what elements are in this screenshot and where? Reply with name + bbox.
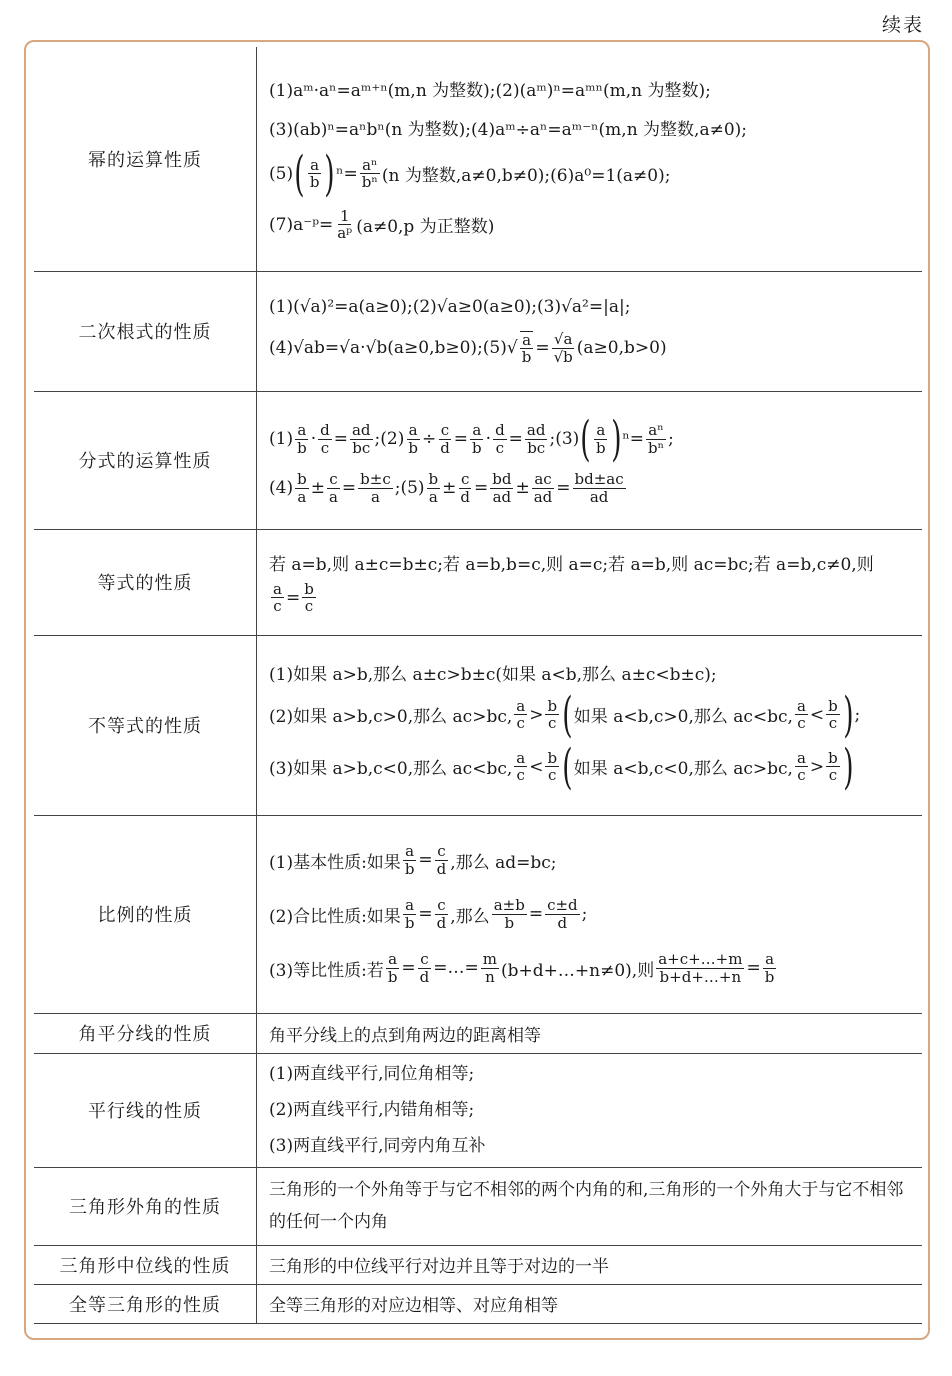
table-row	[34, 635, 922, 815]
numerator: b	[297, 470, 307, 488]
operator: ±	[442, 478, 457, 498]
denominator: c	[320, 438, 330, 457]
denominator: b	[387, 967, 398, 986]
formula-line: (1)(√a)²=a(a≥0);(2)√a≥0(a≥0);(3)√a²=|a|;	[269, 296, 631, 317]
operator: ·	[310, 429, 317, 449]
numerator: b	[428, 470, 439, 488]
row-content	[257, 47, 923, 271]
fraction	[295, 471, 309, 505]
numerator: b	[828, 696, 838, 715]
formula-text: (n 为整数,a≠0,b≠0);(6)a⁰=1(a≠0);	[381, 166, 671, 187]
numerator: d	[320, 421, 330, 439]
denominator: a	[370, 487, 380, 506]
formula-text: (2)如果 a>b,c>0,那么 ac>bc,	[269, 707, 513, 727]
fraction	[438, 422, 452, 456]
fraction	[514, 698, 527, 732]
fraction	[350, 422, 373, 456]
fraction	[302, 581, 316, 615]
denominator: c	[304, 597, 314, 615]
operator: =	[401, 958, 416, 978]
denominator: n	[485, 967, 495, 986]
formula-text: (2)合比性质:如果	[269, 906, 401, 927]
denominator: c	[495, 438, 505, 457]
fraction	[327, 471, 340, 505]
formula-text: ;(5)	[394, 478, 425, 498]
fraction	[795, 750, 808, 784]
row-name: 幂的运算性质	[34, 47, 257, 271]
numerator: ac	[534, 470, 552, 488]
denominator: c	[797, 766, 806, 784]
denominator: b	[297, 438, 307, 457]
numerator: b	[304, 579, 314, 598]
numerator: a	[297, 421, 307, 439]
numerator: a	[596, 421, 606, 439]
fraction	[646, 422, 666, 456]
table-row	[34, 1167, 922, 1245]
formula-text: (a≠0,p 为正整数)	[356, 217, 495, 238]
radical-sign: √	[506, 338, 518, 358]
denominator: √b	[553, 347, 573, 366]
operator: =	[453, 429, 469, 449]
denominator: b+d+…+n	[659, 967, 742, 986]
denominator: bc	[527, 438, 546, 457]
table-row	[34, 391, 922, 529]
numerator: a	[796, 696, 806, 715]
fraction	[481, 951, 499, 985]
fraction	[795, 698, 808, 732]
fraction	[435, 843, 449, 877]
formula-text: (1)	[269, 429, 294, 449]
denominator: c	[516, 766, 525, 784]
formula-text: ,那么	[450, 906, 490, 927]
denominator: d	[557, 913, 568, 932]
fraction	[826, 750, 840, 784]
numerator: b	[828, 748, 838, 767]
numerator: b	[547, 696, 558, 715]
fraction	[406, 422, 420, 456]
formula-text: ;	[668, 429, 674, 449]
operator: =	[746, 958, 761, 978]
formula-text: ,那么 ad=bc;	[450, 852, 557, 873]
formula-text: ;(2)	[374, 429, 405, 449]
operator: >	[529, 704, 544, 725]
operator: >	[809, 756, 825, 777]
formula-text: ⁿ=	[336, 163, 358, 184]
fraction	[545, 698, 559, 732]
numerator: bd	[492, 470, 512, 488]
denominator: a	[428, 487, 438, 506]
denominator: d	[436, 859, 447, 878]
numerator: c	[329, 470, 338, 488]
row-name: 全等三角形的性质	[34, 1284, 257, 1323]
fraction	[826, 698, 840, 732]
formula-line: (3)(ab)ⁿ=aⁿbⁿ(n 为整数);(4)aᵐ÷aⁿ=aᵐ⁻ⁿ(m,n 为整数,a≠0);	[269, 119, 748, 140]
fraction	[520, 331, 534, 366]
fraction	[545, 750, 559, 784]
properties-table	[34, 47, 922, 1324]
operator: =	[333, 429, 348, 449]
numerator: c	[440, 421, 450, 439]
fraction	[427, 471, 441, 505]
fraction	[656, 951, 744, 985]
fraction	[458, 471, 472, 505]
list-item: (2)两直线平行,内错角相等;	[269, 1099, 475, 1120]
formula-line: 若 a=b,则 a±c=b±c;若 a=b,b=c,则 a=c;若 a=b,则 ac=bc;若 a=b,c≠0,则	[269, 554, 874, 575]
row-content: 角平分线上的点到角两边的距离相等	[257, 1013, 923, 1053]
denominator: aᵖ	[337, 224, 353, 243]
numerator: √a	[553, 330, 573, 348]
fraction	[514, 750, 527, 784]
right-paren: )	[324, 145, 335, 202]
fraction	[308, 157, 322, 191]
operator: =	[418, 904, 433, 924]
denominator: c	[797, 714, 806, 732]
formula-text: ;	[581, 904, 588, 924]
row-name: 角平分线的性质	[34, 1013, 257, 1053]
row-content: 三角形的一个外角等于与它不相邻的两个内角的和,三角形的一个外角大于与它不相邻的任何一个内角	[257, 1167, 923, 1245]
row-content	[257, 391, 923, 529]
table-row	[34, 47, 922, 271]
right-paren: )	[610, 411, 622, 467]
formula-text: 如果 a<b,c>0,那么 ac<bc,	[573, 707, 793, 727]
numerator: bd±ac	[574, 470, 624, 488]
denominator: b	[309, 173, 320, 192]
fraction	[386, 951, 400, 985]
denominator: a	[328, 487, 338, 506]
denominator: c	[548, 766, 557, 784]
row-content	[257, 529, 923, 635]
numerator: a	[765, 950, 775, 968]
formula-text: (b+d+…+n≠0),则	[501, 960, 655, 981]
operator: ·	[485, 429, 492, 449]
numerator: a	[796, 748, 806, 767]
denominator: c	[828, 766, 838, 784]
denominator: a	[297, 487, 307, 506]
numerator: ad	[526, 421, 546, 439]
row-content	[257, 635, 923, 815]
formula-text: (4)	[269, 478, 294, 498]
fraction	[545, 897, 580, 931]
row-name: 二次根式的性质	[34, 271, 257, 391]
formula-text: (a≥0,b>0)	[576, 338, 667, 358]
fraction	[435, 897, 449, 931]
formula-text: =…=	[433, 958, 479, 978]
row-content	[257, 271, 923, 391]
operator: =	[474, 478, 489, 498]
denominator: ad	[533, 487, 553, 506]
operator: =	[418, 850, 433, 870]
table-row	[34, 1053, 922, 1167]
numerator: a	[472, 421, 482, 439]
list-item: (3)两直线平行,同旁内角互补	[269, 1136, 486, 1157]
table-row	[34, 1013, 922, 1053]
row-content	[257, 815, 923, 1013]
operator: <	[809, 704, 825, 725]
numerator: c	[437, 842, 446, 860]
fraction	[490, 471, 513, 505]
formula-line: (1)aᵐ·aⁿ=aᵐ⁺ⁿ(m,n 为整数);(2)(aᵐ)ⁿ=aᵐⁿ(m,n 为整数);	[269, 80, 711, 101]
operator: =	[508, 429, 523, 449]
denominator: bⁿ	[361, 173, 378, 192]
formula-text: ⁿ=	[622, 429, 644, 449]
numerator: a	[516, 696, 526, 715]
numerator: a	[516, 748, 526, 767]
numerator: a	[405, 896, 415, 914]
numerator: a	[522, 330, 532, 349]
numerator: aⁿ	[362, 155, 378, 174]
denominator: b	[404, 913, 415, 932]
operator: <	[529, 756, 544, 777]
row-content: 全等三角形的对应边相等、对应角相等	[257, 1284, 923, 1323]
left-paren: (	[562, 738, 573, 795]
formula-text: =	[535, 338, 550, 358]
fraction	[403, 897, 417, 931]
fraction	[295, 422, 309, 456]
row-content: 三角形的中位线平行对边并且等于对边的一半	[257, 1245, 923, 1284]
denominator: d	[436, 913, 447, 932]
row-name: 分式的运算性质	[34, 391, 257, 529]
fraction	[573, 471, 626, 505]
fraction	[318, 422, 332, 456]
row-name: 三角形中位线的性质	[34, 1245, 257, 1284]
table-row	[34, 1284, 922, 1323]
list-item: (1)两直线平行,同位角相等;	[269, 1063, 475, 1084]
formula-text: (4)√ab=√a·√b(a≥0,b≥0);(5)	[269, 338, 507, 358]
operator: ±	[310, 478, 325, 498]
denominator: b	[764, 967, 775, 986]
numerator: c±d	[547, 896, 578, 914]
denominator: ad	[492, 487, 512, 506]
denominator: b	[521, 348, 532, 366]
numerator: a	[273, 579, 282, 598]
fraction	[271, 581, 284, 615]
formula-text: (1)基本性质:如果	[269, 852, 401, 873]
operator: =	[285, 587, 301, 608]
fraction	[525, 422, 548, 456]
numerator: a	[405, 842, 415, 860]
fraction	[492, 897, 527, 931]
formula-text: (7)a⁻ᵖ=	[269, 214, 334, 235]
denominator: c	[548, 714, 557, 732]
denominator: d	[419, 967, 430, 986]
right-paren: )	[842, 686, 854, 743]
denominator: bc	[352, 438, 371, 457]
numerator: aⁿ	[648, 421, 664, 439]
row-name: 比例的性质	[34, 815, 257, 1013]
denominator: c	[828, 714, 838, 732]
left-paren: (	[562, 686, 573, 743]
continued-label: 续表	[881, 14, 924, 36]
fraction	[532, 471, 555, 505]
formula-text: (5)	[269, 163, 294, 184]
fraction	[403, 843, 417, 877]
denominator: ad	[589, 487, 609, 506]
numerator: m	[482, 950, 498, 968]
denominator: b	[408, 438, 418, 457]
formula-text: ;(3)	[549, 429, 580, 449]
formula-text: (3)等比性质:若	[269, 960, 384, 981]
formula-text: ;	[854, 704, 861, 725]
fraction	[763, 951, 777, 985]
numerator: d	[495, 421, 505, 439]
fraction	[470, 422, 484, 456]
fraction	[552, 331, 575, 365]
numerator: a	[408, 421, 418, 439]
left-paren: (	[580, 411, 591, 467]
denominator: bⁿ	[647, 438, 665, 457]
row-name: 三角形外角的性质	[34, 1167, 257, 1245]
denominator: b	[596, 438, 606, 457]
formula-text: 如果 a<b,c<0,那么 ac>bc,	[573, 759, 793, 779]
left-paren: (	[294, 145, 305, 202]
fraction	[360, 157, 380, 191]
fraction	[418, 951, 432, 985]
denominator: c	[516, 714, 525, 732]
table-row	[34, 1245, 922, 1284]
denominator: d	[440, 438, 450, 457]
denominator: c	[273, 597, 282, 615]
numerator: ad	[351, 421, 371, 439]
denominator: d	[460, 487, 471, 506]
fraction	[594, 422, 608, 456]
operator: =	[341, 478, 357, 498]
numerator: c	[437, 896, 446, 914]
denominator: b	[472, 438, 482, 457]
row-name: 等式的性质	[34, 529, 257, 635]
operator: =	[528, 904, 544, 924]
fraction	[493, 422, 507, 456]
row-name: 平行线的性质	[34, 1053, 257, 1167]
denominator: b	[504, 913, 515, 932]
numerator: b±c	[360, 470, 391, 488]
numerator: a+c+…+m	[658, 950, 743, 968]
operator: =	[556, 478, 571, 498]
fraction	[358, 471, 393, 505]
formula-text: (3)如果 a>b,c<0,那么 ac<bc,	[269, 759, 513, 779]
operator: ÷	[421, 429, 437, 449]
numerator: b	[547, 748, 558, 767]
row-content	[257, 1053, 923, 1167]
formula-line: (1)如果 a>b,那么 a±c>b±c(如果 a<b,那么 a±c<b±c);	[269, 664, 717, 685]
table-row	[34, 815, 922, 1013]
row-name: 不等式的性质	[34, 635, 257, 815]
operator: ±	[515, 478, 530, 498]
right-paren: )	[842, 738, 854, 795]
numerator: a	[388, 950, 398, 968]
numerator: c	[461, 470, 470, 488]
numerator: a±b	[493, 896, 525, 914]
denominator: b	[404, 859, 415, 878]
table-row	[34, 529, 922, 635]
table-row	[34, 271, 922, 391]
fraction	[335, 208, 354, 242]
numerator: c	[420, 950, 429, 968]
numerator: a	[310, 155, 320, 174]
numerator: 1	[339, 206, 350, 225]
